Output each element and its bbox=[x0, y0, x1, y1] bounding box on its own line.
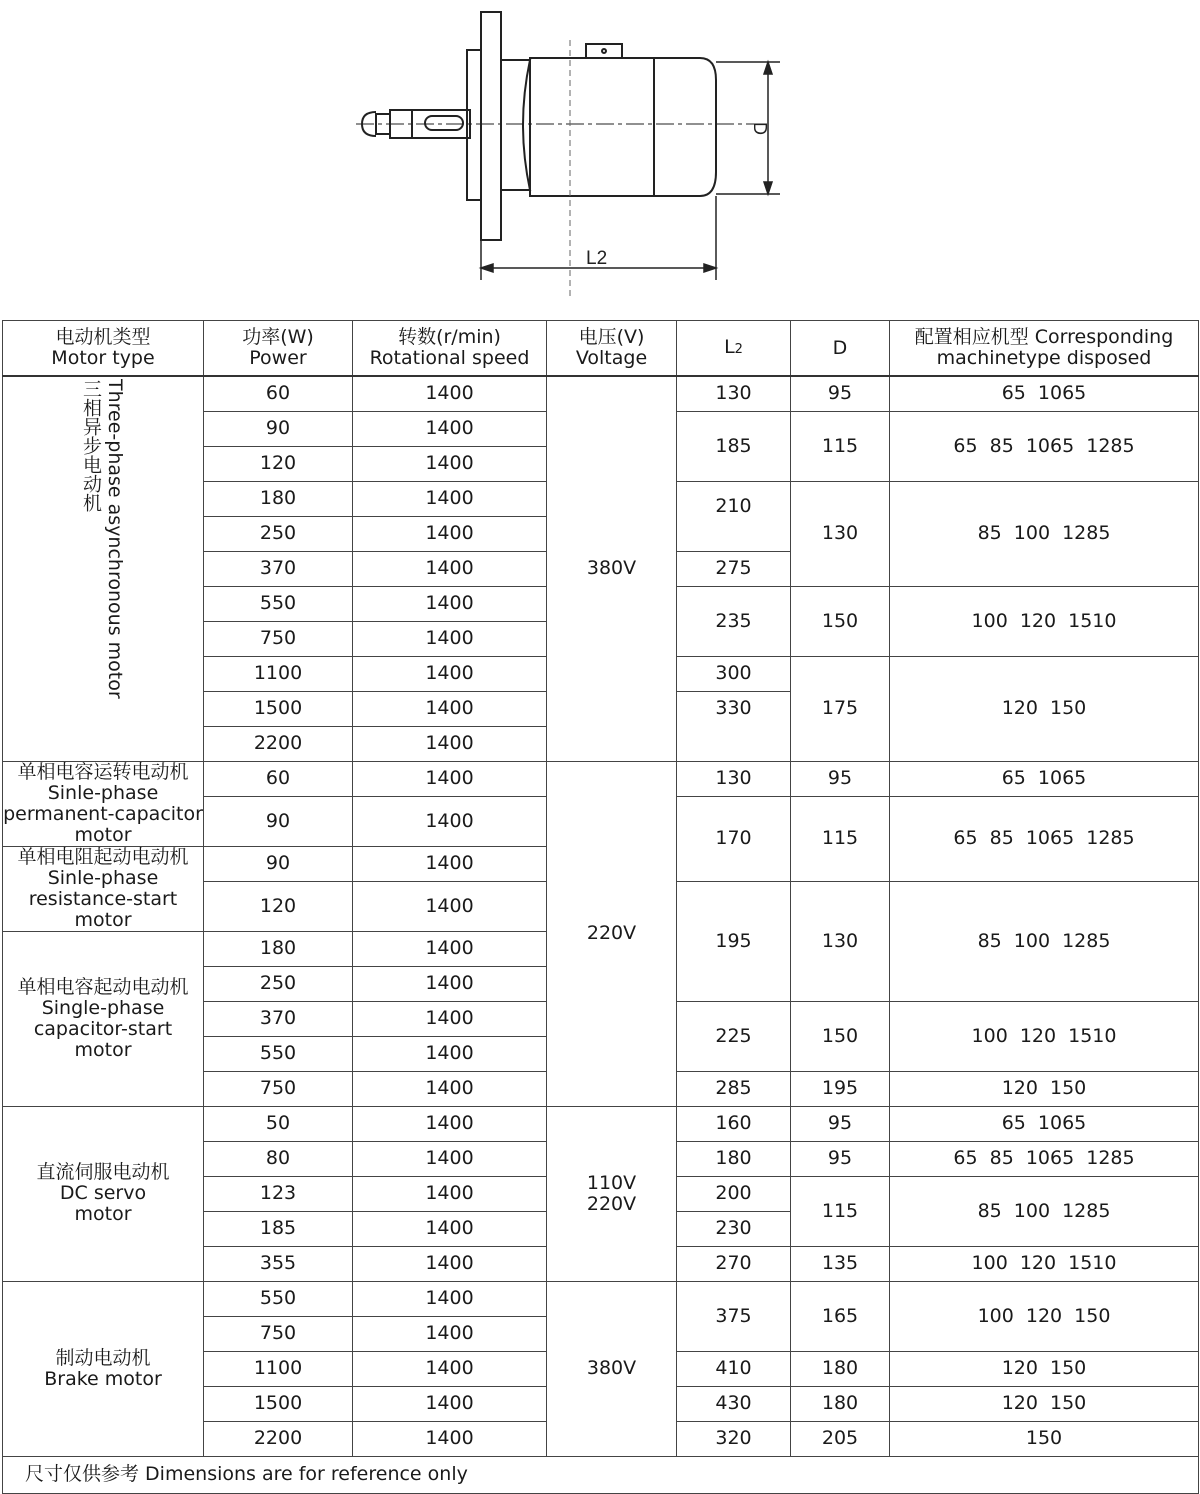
col-models bbox=[890, 321, 1199, 377]
table-cell: 165 bbox=[791, 1281, 890, 1351]
table-cell: 1400 bbox=[353, 1211, 547, 1246]
spec-table bbox=[2, 320, 1199, 1494]
table-cell: 120 150 bbox=[890, 656, 1199, 761]
table-cell: 90 bbox=[204, 846, 353, 881]
table-cell: 90 bbox=[204, 796, 353, 846]
terminal-box bbox=[586, 44, 622, 58]
table-cell: 1400 bbox=[353, 516, 547, 551]
table-cell: 65 85 1065 1285 bbox=[890, 796, 1199, 881]
table-cell: 115 bbox=[791, 1176, 890, 1246]
table-cell: 180 bbox=[677, 1141, 791, 1176]
table-cell: 85 100 1285 bbox=[890, 1176, 1199, 1246]
table-cell: 60 bbox=[204, 761, 353, 796]
table-cell: 430 bbox=[677, 1386, 791, 1421]
table-cell bbox=[677, 726, 791, 761]
table-cell: 电动机类型 bbox=[55, 326, 151, 348]
table-cell: 95 bbox=[791, 761, 890, 796]
table-row bbox=[3, 1281, 1199, 1316]
table-cell: 单相电容运转电动机 bbox=[17, 760, 189, 783]
table-cell: machinetype disposed bbox=[936, 347, 1152, 369]
col-motor-type bbox=[3, 321, 204, 377]
table-cell: 120 bbox=[204, 881, 353, 931]
table-cell: 1400 bbox=[353, 621, 547, 656]
table-cell: 370 bbox=[204, 1001, 353, 1036]
table-cell: 100 120 150 bbox=[890, 1281, 1199, 1351]
table-cell: 1100 bbox=[204, 656, 353, 691]
table-cell: 单相电容起动电动机 bbox=[17, 975, 189, 998]
table-cell: 1400 bbox=[353, 446, 547, 481]
table-cell: Three-phase asynchronous motor bbox=[104, 378, 126, 699]
table-cell: 200 bbox=[677, 1176, 791, 1211]
table-cell: 转数(r/min) bbox=[398, 326, 501, 348]
table-cell: 180 bbox=[791, 1351, 890, 1386]
table-cell: 1400 bbox=[353, 1176, 547, 1211]
voltage-cell: 380V bbox=[547, 1281, 677, 1456]
table-cell: 100 120 1510 bbox=[890, 1001, 1199, 1071]
table-cell: 220V bbox=[586, 1192, 637, 1215]
table-cell: 1400 bbox=[353, 691, 547, 726]
table-cell: D bbox=[832, 336, 848, 359]
table-cell: 1400 bbox=[353, 656, 547, 691]
table-cell: Motor type bbox=[51, 347, 155, 369]
table-cell: 2200 bbox=[204, 726, 353, 761]
table-cell: 1400 bbox=[353, 586, 547, 621]
type-three-phase bbox=[3, 376, 204, 761]
header-row bbox=[3, 321, 1199, 377]
table-cell: 250 bbox=[204, 516, 353, 551]
table-row bbox=[3, 376, 1199, 411]
table-cell: 1400 bbox=[353, 376, 547, 411]
table-cell: 1400 bbox=[353, 966, 547, 1001]
table-cell: 直流伺服电动机 bbox=[36, 1161, 170, 1183]
table-cell: Power bbox=[249, 347, 307, 369]
table-cell: 225 bbox=[677, 1001, 791, 1071]
motor-drawing bbox=[0, 0, 1200, 320]
table-cell: 1400 bbox=[353, 1071, 547, 1106]
table-cell: 750 bbox=[204, 1316, 353, 1351]
table-cell: 160 bbox=[677, 1106, 791, 1141]
table-cell: 配置相应机型 Corresponding bbox=[914, 326, 1174, 348]
table-cell: 170 bbox=[677, 796, 791, 881]
table-cell: 1400 bbox=[353, 1316, 547, 1351]
table-cell: 115 bbox=[791, 796, 890, 881]
voltage-cell: 380V bbox=[547, 376, 677, 761]
table-cell: 95 bbox=[791, 1141, 890, 1176]
table-cell: 1400 bbox=[353, 1106, 547, 1141]
table-cell: 95 bbox=[791, 1106, 890, 1141]
table-cell: 65 1065 bbox=[890, 761, 1199, 796]
table-cell: 123 bbox=[204, 1176, 353, 1211]
table-cell: 65 1065 bbox=[890, 1106, 1199, 1141]
table-cell: 330 bbox=[677, 691, 791, 726]
table-cell: 195 bbox=[677, 881, 791, 1001]
footer-note: 尺寸仅供参考 Dimensions are for reference only bbox=[3, 1456, 1199, 1493]
table-cell: 1400 bbox=[353, 1351, 547, 1386]
table-cell: Voltage bbox=[575, 347, 648, 369]
dim-l2-label: L2 bbox=[586, 248, 608, 269]
table-cell: 100 120 1510 bbox=[890, 586, 1199, 656]
table-cell: 100 120 1510 bbox=[890, 1246, 1199, 1281]
table-cell: motor bbox=[74, 1203, 132, 1225]
table-cell: 110V bbox=[586, 1171, 637, 1194]
table-cell: 250 bbox=[204, 966, 353, 1001]
table-cell: 150 bbox=[791, 1001, 890, 1071]
table-cell: 制动电动机 bbox=[55, 1346, 151, 1369]
motor-body bbox=[530, 58, 654, 196]
table-cell: L bbox=[724, 335, 735, 358]
table-cell: 115 bbox=[791, 411, 890, 481]
voltage-cell bbox=[547, 1106, 677, 1281]
table-cell: 120 150 bbox=[890, 1386, 1199, 1421]
motor-neck bbox=[501, 60, 530, 190]
type-dc-servo bbox=[3, 1106, 204, 1281]
table-cell: 320 bbox=[677, 1421, 791, 1456]
table-cell: 185 bbox=[677, 411, 791, 481]
table-cell: 355 bbox=[204, 1246, 353, 1281]
table-cell: 120 150 bbox=[890, 1071, 1199, 1106]
table-cell: 电压(V) bbox=[578, 326, 645, 348]
table-cell: DC servo bbox=[59, 1182, 147, 1204]
table-cell: Rotational speed bbox=[369, 347, 530, 369]
table-cell: Brake motor bbox=[44, 1367, 162, 1390]
table-cell: 1100 bbox=[204, 1351, 353, 1386]
table-cell: 1400 bbox=[353, 1386, 547, 1421]
table-cell: Sinle-phase permanent-capacitor motor bbox=[3, 781, 203, 846]
table-cell: 1400 bbox=[353, 1141, 547, 1176]
table-cell: 90 bbox=[204, 411, 353, 446]
table-cell: 550 bbox=[204, 1036, 353, 1071]
table-cell: 50 bbox=[204, 1106, 353, 1141]
table-cell: 1400 bbox=[353, 726, 547, 761]
table-cell: 65 85 1065 1285 bbox=[890, 411, 1199, 481]
table-cell: 550 bbox=[204, 1281, 353, 1316]
table-cell: 195 bbox=[791, 1071, 890, 1106]
footer-row bbox=[3, 1456, 1199, 1493]
table-cell: 150 bbox=[791, 586, 890, 656]
table-cell: 1400 bbox=[353, 881, 547, 931]
table-cell: 285 bbox=[677, 1071, 791, 1106]
table-cell: 65 85 1065 1285 bbox=[890, 1141, 1199, 1176]
table-cell: 1400 bbox=[353, 846, 547, 881]
col-speed bbox=[353, 321, 547, 377]
type-single-cap bbox=[3, 931, 204, 1106]
col-voltage bbox=[547, 321, 677, 377]
table-cell: 85 100 1285 bbox=[890, 881, 1199, 1001]
table-cell: 2200 bbox=[204, 1421, 353, 1456]
table-cell: 150 bbox=[890, 1421, 1199, 1456]
table-cell: 65 1065 bbox=[890, 376, 1199, 411]
table-cell: 750 bbox=[204, 1071, 353, 1106]
table-cell: 130 bbox=[677, 761, 791, 796]
table-cell: 80 bbox=[204, 1141, 353, 1176]
table-cell: 235 bbox=[677, 586, 791, 656]
table-cell: 1400 bbox=[353, 551, 547, 586]
table-cell: 1400 bbox=[353, 1421, 547, 1456]
table-cell: 270 bbox=[677, 1246, 791, 1281]
flange-plate bbox=[481, 12, 501, 240]
table-cell: 180 bbox=[204, 481, 353, 516]
table-cell: 三相异步电动机 bbox=[80, 378, 102, 512]
table-cell: 1400 bbox=[353, 796, 547, 846]
table-row bbox=[3, 761, 1199, 796]
dim-d-label: D bbox=[750, 122, 770, 135]
type-single-perm bbox=[3, 761, 204, 846]
table-cell: 1400 bbox=[353, 481, 547, 516]
col-d bbox=[791, 321, 890, 377]
table-cell: 180 bbox=[204, 931, 353, 966]
table-cell: 180 bbox=[791, 1386, 890, 1421]
table-cell: 120 150 bbox=[890, 1351, 1199, 1386]
table-cell: 1400 bbox=[353, 1001, 547, 1036]
table-cell: 370 bbox=[204, 551, 353, 586]
table-cell: 135 bbox=[791, 1246, 890, 1281]
table-cell: 185 bbox=[204, 1211, 353, 1246]
table-cell: 1500 bbox=[204, 691, 353, 726]
table-cell: 1400 bbox=[353, 931, 547, 966]
col-l2 bbox=[677, 321, 791, 377]
table-cell: 375 bbox=[677, 1281, 791, 1351]
table-cell: 120 bbox=[204, 446, 353, 481]
table-cell: Sinle-phase resistance-start motor bbox=[28, 866, 178, 931]
table-cell: 300 bbox=[677, 656, 791, 691]
col-power bbox=[204, 321, 353, 377]
table-cell: 175 bbox=[791, 656, 890, 761]
table-cell: 95 bbox=[791, 376, 890, 411]
type-brake bbox=[3, 1281, 204, 1456]
table-cell: 210 bbox=[677, 481, 791, 551]
table-cell: 410 bbox=[677, 1351, 791, 1386]
table-cell: 2 bbox=[734, 341, 743, 357]
table-cell: 1400 bbox=[353, 1036, 547, 1071]
table-cell: 1400 bbox=[353, 411, 547, 446]
table-cell: 60 bbox=[204, 376, 353, 411]
table-cell: 550 bbox=[204, 586, 353, 621]
table-cell: 205 bbox=[791, 1421, 890, 1456]
table-cell: 1500 bbox=[204, 1386, 353, 1421]
table-cell: 1400 bbox=[353, 1246, 547, 1281]
table-row bbox=[3, 1106, 1199, 1141]
table-cell: 130 bbox=[677, 376, 791, 411]
shaft-keyway bbox=[425, 116, 463, 130]
voltage-cell: 220V bbox=[547, 761, 677, 1106]
table-cell: 1400 bbox=[353, 761, 547, 796]
table-cell: 功率(W) bbox=[242, 326, 314, 348]
table-cell: 130 bbox=[791, 881, 890, 1001]
table-cell: 单相电阻起动电动机 bbox=[17, 845, 189, 868]
type-single-res bbox=[3, 846, 204, 931]
table-cell: 85 100 1285 bbox=[890, 481, 1199, 586]
table-cell: 275 bbox=[677, 551, 791, 586]
table-cell: 230 bbox=[677, 1211, 791, 1246]
table-cell: 130 bbox=[791, 481, 890, 586]
table-cell: 750 bbox=[204, 621, 353, 656]
motor-endcap bbox=[654, 58, 716, 196]
table-cell: 1400 bbox=[353, 1281, 547, 1316]
table-cell: Single-phase capacitor-start motor bbox=[33, 996, 173, 1061]
